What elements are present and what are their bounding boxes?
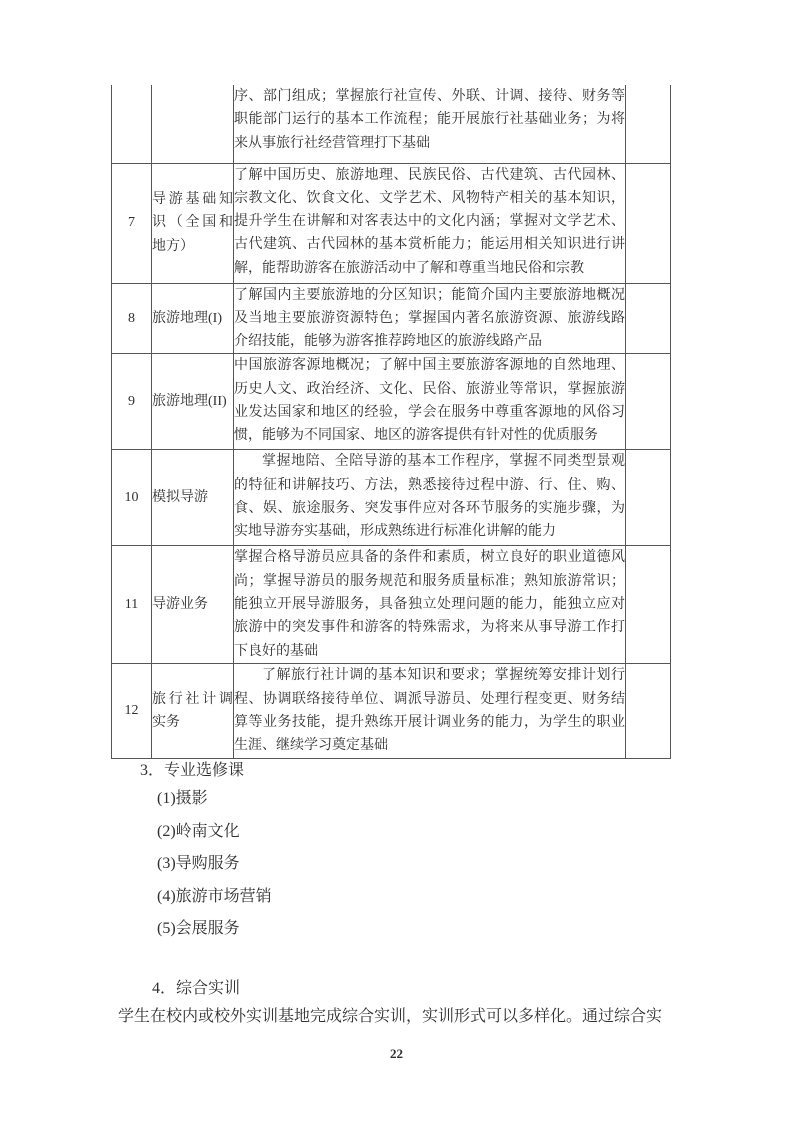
training-heading: 4．综合实训 (152, 980, 241, 997)
course-number-cell: 11 (112, 546, 152, 664)
empty-cell (626, 85, 671, 163)
table-row (112, 163, 671, 283)
training-paragraph: 学生在校内或校外实训基地完成综合实训，实训形式可以多样化。通过综合实 (118, 1008, 663, 1025)
course-desc-cell: 掌握合格导游员应具备的条件和素质，树立良好的职业道德风尚；掌握导游员的服务规范和服务质量标准；熟知旅游常识；能独立开展导游服务，具备独立处理问题的能力，能独立应对旅游中的突发事件和游客的特殊需求，为将来从事导游工作打下良好的基础 (234, 546, 626, 664)
table-row-continued (112, 85, 671, 163)
table-row (112, 354, 671, 450)
course-desc-cell: 了解国内主要旅游地的分区知识；能简介国内主要旅游地概况及当地主要旅游资源特色；掌握国内著名旅游资源、旅游线路介绍技能，能够为游客推荐跨地区的旅游线路产品 (234, 283, 626, 354)
table-row (112, 546, 671, 664)
course-table (111, 85, 671, 759)
course-desc-cell: 了解旅行社计调的基本知识和要求；掌握统筹安排计划行程、协调联络接待单位、调派导游员、处理行程变更、财务结算等业务技能，提升熟练开展计调业务的能力，为学生的职业生涯、继续学习奠定基础 (234, 664, 626, 758)
electives-heading: 3．专业选修课 (140, 762, 245, 779)
course-name-cell (152, 85, 234, 163)
empty-cell (626, 354, 671, 450)
elective-item-tourism-marketing: (4)旅游市场营销 (157, 888, 272, 905)
course-number-cell: 9 (112, 354, 152, 450)
table-row (112, 283, 671, 354)
table-row (112, 450, 671, 546)
course-number-cell: 8 (112, 283, 152, 354)
course-name-cell: 模拟导游 (152, 450, 234, 546)
course-number-cell: 10 (112, 450, 152, 546)
course-number-cell: 7 (112, 163, 152, 283)
course-number-cell: 12 (112, 664, 152, 758)
elective-item-exhibition-service: (5)会展服务 (157, 920, 240, 937)
course-desc-cell: 序、部门组成；掌握旅行社宣传、外联、计调、接待、财务等职能部门运行的基本工作流程；能开展旅行社基础业务；为将来从事旅行社经营管理打下基础 (234, 85, 626, 163)
elective-item-lingnan-culture: (2)岭南文化 (157, 823, 240, 840)
empty-cell (626, 163, 671, 283)
empty-cell (626, 546, 671, 664)
course-desc-cell: 掌握地陪、全陪导游的基本工作程序，掌握不同类型景观的特征和讲解技巧、方法，熟悉接待过程中游、行、住、购、食、娱、旅途服务、突发事件应对各环节服务的实施步骤，为实地导游夯实基础，形成熟练进行标准化讲解的能力 (234, 450, 626, 546)
table-row (112, 664, 671, 758)
empty-cell (626, 450, 671, 546)
course-number-cell (112, 85, 152, 163)
course-desc-cell: 了解中国历史、旅游地理、民族民俗、古代建筑、古代园林、宗教文化、饮食文化、文学艺术、风物特产相关的基本知识，提升学生在讲解和对客表达中的文化内涵；掌握对文学艺术、古代建筑、古代园林的基本赏析能力；能运用相关知识进行讲解，能帮助游客在旅游活动中了解和尊重当地民俗和宗教 (234, 163, 626, 283)
course-name-cell: 旅游地理(II) (152, 354, 234, 450)
course-name-cell: 导游基础知识（全国和地方） (152, 163, 234, 283)
course-desc-cell: 中国旅游客源地概况；了解中国主要旅游客源地的自然地理、历史人文、政治经济、文化、民俗、旅游业等常识，掌握旅游业发达国家和地区的经验，学会在服务中尊重客源地的风俗习惯，能够为不同国家、地区的游客提供有针对性的优质服务 (234, 354, 626, 450)
elective-item-photography: (1)摄影 (157, 790, 208, 807)
page-number: 22 (390, 1046, 403, 1061)
empty-cell (626, 283, 671, 354)
course-name-cell: 旅行社计调实务 (152, 664, 234, 758)
elective-item-shopping-guide-service: (3)导购服务 (157, 855, 240, 872)
course-name-cell: 旅游地理(I) (152, 283, 234, 354)
course-table-body (112, 85, 671, 758)
empty-cell (626, 664, 671, 758)
course-name-cell: 导游业务 (152, 546, 234, 664)
